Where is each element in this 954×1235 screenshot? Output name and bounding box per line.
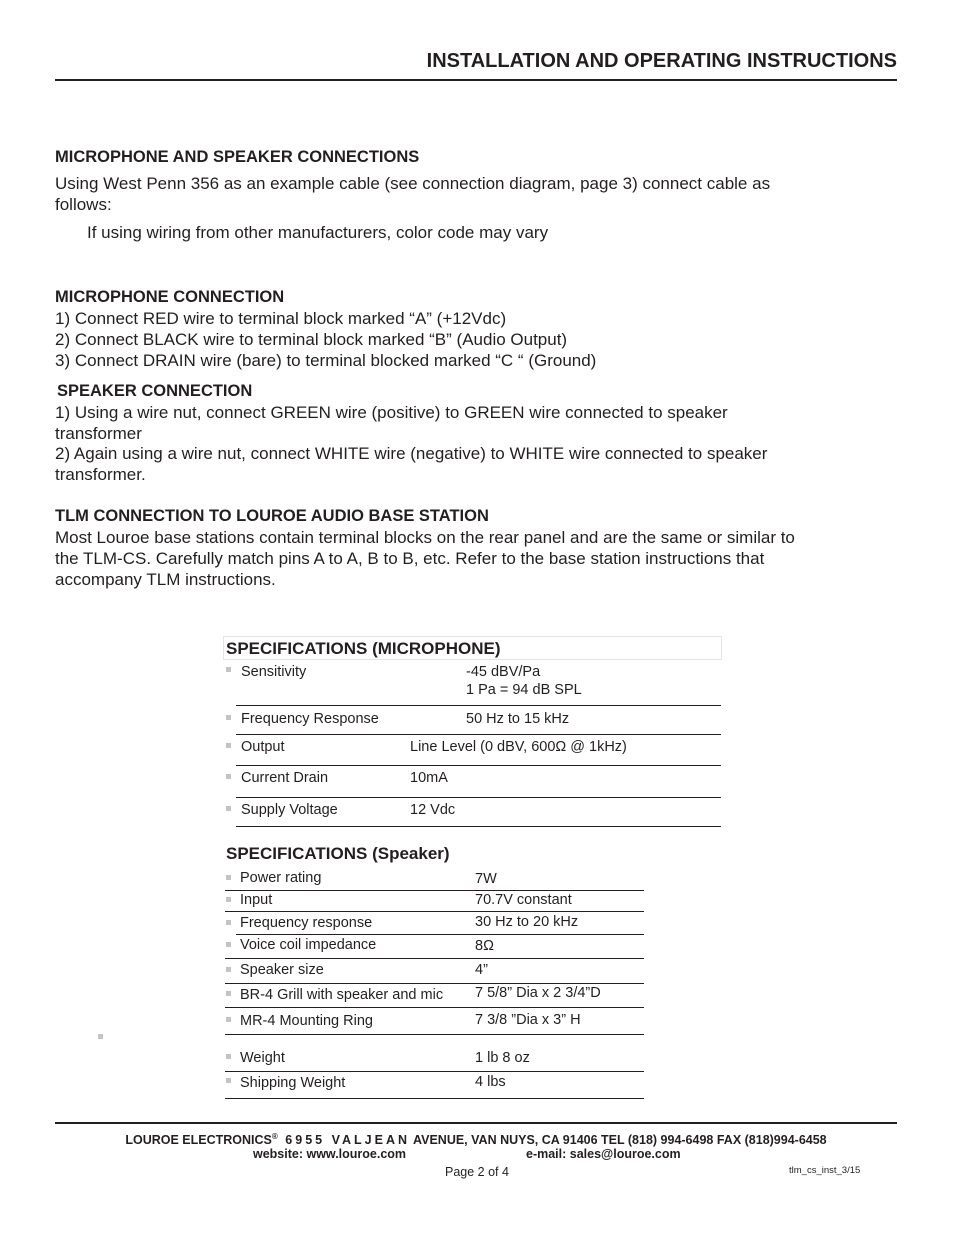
row-divider [236, 826, 721, 827]
speaker-spec-label: Voice coil impedance [240, 937, 377, 953]
speaker-spec-value: 7 5/8” Dia x 2 3/4”D [475, 985, 601, 1001]
mic-connection-heading: MICROPHONE CONNECTION [55, 288, 285, 306]
mic-spec-label: Current Drain [241, 770, 329, 786]
mic-spec-value: 50 Hz to 15 kHz [466, 711, 570, 727]
row-divider [236, 734, 721, 735]
speaker-spec-value: 30 Hz to 20 kHz [475, 914, 579, 930]
bullet-icon [226, 1054, 231, 1059]
footer-address [55, 1132, 897, 1147]
mic-spec-label: Output [241, 739, 285, 755]
speaker-spec-value: 7W [475, 871, 497, 887]
speaker-spec-label: Input [240, 892, 273, 908]
mic-spec-label: Supply Voltage [241, 802, 338, 818]
bullet-icon [226, 806, 231, 811]
speaker-spec-label: Shipping Weight [240, 1075, 346, 1091]
bullet-icon [226, 715, 231, 720]
row-divider [225, 911, 644, 912]
mic-spec-label: Sensitivity [241, 664, 307, 680]
mic-spec-label: Frequency Response [241, 711, 379, 727]
speaker-line-1: 1) Using a wire nut, connect GREEN wire (positive) to GREEN wire connected to speaker [55, 403, 728, 422]
bullet-icon [226, 967, 231, 972]
speaker-spec-value: 8Ω [475, 938, 494, 954]
mic-speaker-line-1: Using West Penn 356 as an example cable (see connection diagram, page 3) connect cable as [55, 174, 771, 193]
speaker-spec-value: 4” [475, 962, 488, 978]
mic-step-1: 1) Connect RED wire to terminal block marked “A” (+12Vdc) [55, 309, 507, 328]
street-address: 6955 VALJEAN [285, 1133, 410, 1148]
bullet-icon [226, 897, 231, 902]
row-divider [236, 934, 644, 935]
page-title: INSTALLATION AND OPERATING INSTRUCTIONS [426, 50, 897, 72]
bullet-icon [226, 991, 231, 996]
row-divider [236, 765, 721, 766]
mic-spec-value: Line Level (0 dBV, 600Ω @ 1kHz) [410, 739, 627, 755]
bullet-icon [226, 743, 231, 748]
speaker-spec-label: Speaker size [240, 962, 324, 978]
speaker-line-2: transformer [55, 424, 142, 443]
wiring-note: If using wiring from other manufacturers, color code may vary [87, 223, 549, 242]
speaker-spec-label: MR-4 Mounting Ring [240, 1013, 373, 1029]
mic-step-2: 2) Connect BLACK wire to terminal block marked “B” (Audio Output) [55, 330, 568, 349]
email-link[interactable]: e-mail: sales@louroe.com [526, 1147, 681, 1161]
row-divider [236, 797, 721, 798]
page-number: Page 2 of 4 [445, 1165, 509, 1179]
speaker-line-4: transformer. [55, 465, 146, 484]
header-rule [55, 79, 897, 81]
speaker-spec-label: BR-4 Grill with speaker and mic [240, 987, 444, 1003]
bullet-icon [226, 920, 231, 925]
speaker-spec-value: 7 3/8 ”Dia x 3” H [475, 1012, 581, 1028]
mic-step-3: 3) Connect DRAIN wire (bare) to terminal blocked marked “C “ (Ground) [55, 351, 597, 370]
mic-spec-value-2: 1 Pa = 94 dB SPL [466, 682, 582, 698]
speaker-connection-heading: SPEAKER CONNECTION [57, 382, 253, 400]
bullet-icon [226, 942, 231, 947]
mic-spec-value: 12 Vdc [410, 802, 456, 818]
company-name: LOUROE ELECTRONICS [125, 1133, 272, 1148]
row-divider [225, 890, 644, 891]
bullet-icon [226, 1078, 231, 1083]
address-contact: AVENUE, VAN NUYS, CA 91406 TEL (818) 994-6498 FAX (818)994-6458 [413, 1133, 827, 1148]
row-divider [236, 705, 721, 706]
mic-spec-value: -45 dBV/Pa [466, 664, 541, 680]
footer-rule [55, 1122, 897, 1124]
bullet-icon [226, 774, 231, 779]
row-divider [225, 1071, 644, 1072]
speaker-spec-title: SPECIFICATIONS (Speaker) [226, 844, 450, 863]
speaker-spec-label: Weight [240, 1050, 285, 1066]
bullet-icon [226, 875, 231, 880]
mic-spec-title: SPECIFICATIONS (MICROPHONE) [226, 639, 501, 658]
website-link[interactable]: website: www.louroe.com [253, 1147, 407, 1161]
row-divider [225, 983, 644, 984]
registered-mark: ® [271, 1132, 278, 1141]
document-code: tlm_cs_inst_3/15 [789, 1165, 861, 1176]
mic-spec-value: 10mA [410, 770, 448, 786]
speaker-spec-label: Power rating [240, 870, 322, 886]
tlm-line-1: Most Louroe base stations contain terminal blocks on the rear panel and are the same or similar to [55, 528, 795, 547]
speaker-spec-label: Frequency response [240, 915, 373, 931]
bullet-icon [226, 1017, 231, 1022]
row-divider [225, 1007, 644, 1008]
row-divider [225, 1098, 644, 1099]
row-divider [225, 958, 644, 959]
speaker-spec-value: 70.7V constant [475, 892, 572, 908]
bullet-icon [226, 667, 231, 672]
tlm-line-3: accompany TLM instructions. [55, 570, 276, 589]
speaker-line-3: 2) Again using a wire nut, connect WHITE wire (negative) to WHITE wire connected to speaker [55, 444, 768, 463]
tlm-heading: TLM CONNECTION TO LOUROE AUDIO BASE STATION [55, 507, 489, 525]
mic-speaker-line-2: follows: [55, 195, 112, 214]
stray-bullet-icon [98, 1034, 103, 1039]
speaker-spec-value: 4 lbs [475, 1074, 506, 1090]
speaker-spec-value: 1 lb 8 oz [475, 1050, 530, 1066]
row-divider [225, 1034, 644, 1035]
mic-speaker-heading: MICROPHONE AND SPEAKER CONNECTIONS [55, 148, 420, 166]
tlm-line-2: the TLM-CS. Carefully match pins A to A, B to B, etc. Refer to the base station instructions that [55, 549, 765, 568]
